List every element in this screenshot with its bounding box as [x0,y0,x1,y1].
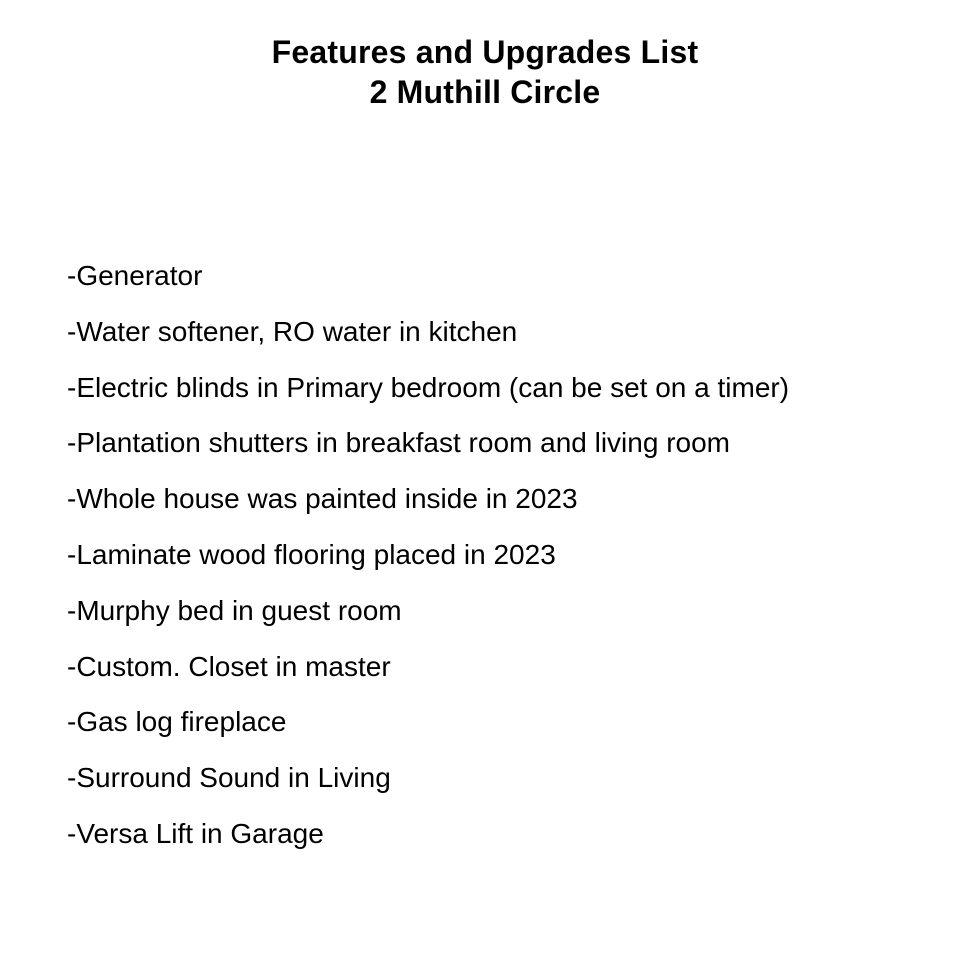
feature-item-custom-closet: -Custom. Closet in master [67,650,391,682]
feature-item-water-softener: -Water softener, RO water in kitchen [67,315,518,347]
feature-item-murphy-bed: -Murphy bed in guest room [67,594,402,626]
property-address: 2 Muthill Circle [369,74,601,110]
feature-item-generator: -Generator [67,260,203,291]
feature-item-surround-sound: -Surround Sound in Living [67,762,391,794]
document-title: Features and Upgrades List [271,34,699,70]
feature-item-house-painted: -Whole house was painted inside in 2023 [67,483,578,515]
feature-item-plantation-shutters: -Plantation shutters in breakfast room and living room [67,427,730,459]
feature-item-gas-fireplace: -Gas log fireplace [67,706,287,738]
feature-item-laminate-flooring: -Laminate wood flooring placed in 2023 [67,538,556,570]
features-list [67,248,789,862]
feature-item-electric-blinds: -Electric blinds in Primary bedroom (can be set on a timer) [67,371,790,403]
feature-item-versa-lift: -Versa Lift in Garage [67,817,324,849]
title-block [0,32,970,112]
